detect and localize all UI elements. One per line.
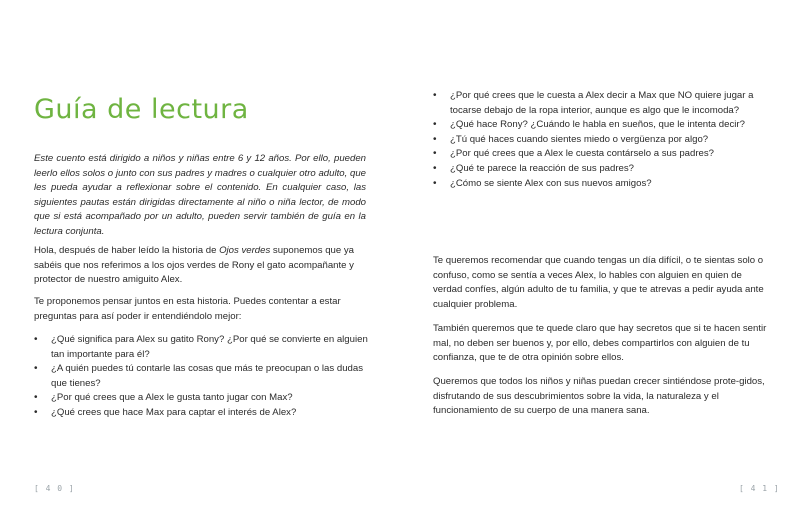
question-item [433, 162, 773, 177]
intro-paragraph: Este cuento está dirigido a niños y niñas entre 6 y 12 años. Por ello, pueden leerlo ellos solos o junto con sus padres y madres o cualquier otro adulto, que les pueda ayudar a reflexionar sobre el contenido. En cualquier caso, las siguientes pautas están dirigidas directamente al niño o niña lector, de modo que si está acompañado por un adulto, pueden servir también de guía en la lectura conjunta. [34, 153, 366, 237]
closing-paragraph: Queremos que todos los niños y niñas puedan crecer sintiéndose prote-gidos, disfrutando de sus descubrimientos sobre la vida, la naturaleza y el funcionamiento de su cuerpo de una manera sana. [433, 376, 765, 417]
question-item [433, 177, 773, 192]
question-list-left [34, 333, 368, 421]
question-text: ¿Por qué crees que a Alex le cuesta contárselo a sus padres? [450, 148, 714, 160]
question-text: ¿Qué significa para Alex su gatito Rony? ¿Por qué se convierte en alguien tan importante para él? [51, 334, 368, 360]
bullet-icon: • [34, 406, 38, 418]
question-text: ¿A quién puedes tú contarle las cosas que más te preocupan o las dudas que tienes? [51, 363, 363, 389]
question-item [34, 362, 368, 391]
question-list-right [433, 89, 773, 191]
right-page [400, 0, 800, 518]
bullet-icon: • [433, 133, 437, 145]
question-item [34, 333, 368, 362]
question-text: ¿Por qué crees que a Alex le gusta tanto jugar con Max? [51, 392, 293, 404]
page-number-right: [ 4 1 ] [739, 484, 780, 493]
question-text: ¿Cómo se siente Alex con sus nuevos amigos? [450, 177, 652, 189]
bullet-icon: • [34, 334, 38, 345]
secrets-paragraph: También queremos que te quede claro que hay secretos que si te hacen sentir mal, no deben ser buenos y, por ello, debes compartirlos con alguien de tu confianza, que te de otra opinión sobre ellos. [433, 323, 767, 364]
bullet-icon: • [433, 148, 437, 160]
bullet-icon: • [433, 177, 437, 189]
bullet-icon: • [433, 119, 437, 131]
question-item [34, 391, 368, 406]
page-number-left: [ 4 0 ] [34, 484, 75, 493]
question-text: ¿Qué crees que hace Max para captar el interés de Alex? [51, 406, 297, 418]
greeting-text-start: Hola, después de haber leído la historia de [34, 245, 220, 256]
recommendation-paragraph: Te queremos recomendar que cuando tengas un día difícil, o te sientas solo o confuso, como se sentía a veces Alex, lo hables con alguien en quien de verdad confíes, algún adulto de tu familia, y que te atrevas a pedir ayuda ante cualquier problema. [433, 255, 764, 310]
greeting-text-end: suponemos que ya sabéis que nos referimos a los ojos verdes de Rony el gato acompañante y protector de nuestro amiguito Alex. [34, 245, 355, 286]
question-item [34, 406, 368, 421]
bullet-icon: • [34, 363, 38, 375]
question-text: ¿Por qué crees que le cuesta a Alex decir a Max que NO quiere jugar a tocarse debajo de la ropa interior, aunque es algo que le incomoda? [450, 90, 754, 116]
book-title: Ojos verdes [219, 245, 271, 256]
question-item [433, 147, 773, 162]
question-item [433, 118, 773, 133]
question-text: ¿Qué hace Rony? ¿Cuándo le habla en sueños, que le intenta decir? [450, 119, 745, 131]
question-text: ¿Qué te parece la reacción de sus padres? [450, 162, 634, 174]
question-text: ¿Tú qué haces cuando sientes miedo o vergüenza por algo? [450, 133, 709, 145]
page-title: Guía de lectura [34, 94, 249, 125]
bullet-icon: • [34, 392, 38, 404]
question-item [433, 89, 773, 118]
question-item [433, 133, 773, 148]
bullet-icon: • [433, 162, 437, 174]
greeting-paragraph [34, 244, 368, 288]
proposal-paragraph: Te proponemos pensar juntos en esta historia. Puedes contentar a estar preguntas para así poder ir entendiéndolo mejor: [34, 296, 341, 322]
bullet-icon: • [433, 90, 437, 101]
